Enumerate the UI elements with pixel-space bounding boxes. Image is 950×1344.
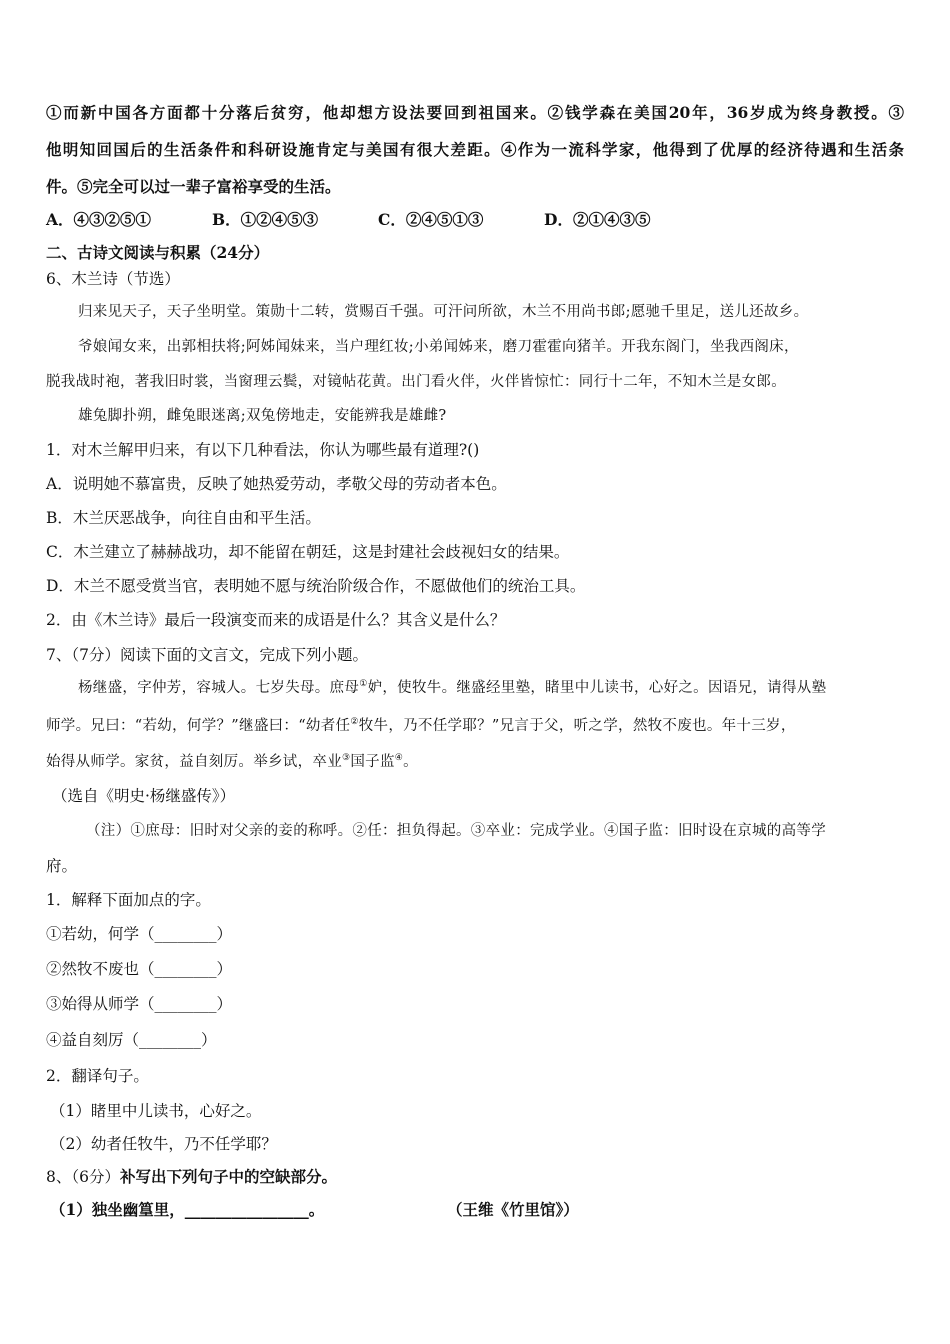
q7-passage-line-1 xyxy=(78,678,826,698)
q7-notes-line-2: 府。 xyxy=(46,857,78,875)
q5-option-c: C．②④⑤①③ xyxy=(378,210,484,229)
q7-source: （选自《明史·杨继盛传》） xyxy=(52,787,236,805)
q7-blank-item-3[interactable]: ③始得从师学（________） xyxy=(46,995,233,1013)
q5-line-2: 他明知回国后的生活条件和科研设施肯定与美国有很大差距。④作为一流科学家，他得到了优厚的经济待遇和生活条 xyxy=(46,140,904,159)
q6-choice-a: A．说明她不慕富贵，反映了她热爱劳动，孝敬父母的劳动者本色。 xyxy=(46,475,507,493)
q6-poem-line-2: 爷娘闻女来，出郭相扶将;阿姊闻妹来，当户理红妆;小弟闻姊来，磨刀霍霍向猪羊。开我东阁门，坐我西阁床， xyxy=(78,339,799,355)
q7-passage-text: 妒，使牧牛。继盛经里塾，睹里中儿读书，心好之。因语兄，请得从塾 xyxy=(367,680,827,696)
q6-poem-line-3: 脱我战时袍，著我旧时裳，当窗理云鬓，对镜帖花黄。出门看火伴，火伴皆惊忙：同行十二年，不知木兰是女郎。 xyxy=(46,374,786,390)
q6-choice-c: C．木兰建立了赫赫战功，却不能留在朝廷，这是封建社会歧视妇女的结果。 xyxy=(46,543,570,561)
section-heading: 二、古诗文阅读与积累（24分） xyxy=(46,243,270,262)
q7-passage-text: 始得从师学。家贫，益自刻厉。举乡试，卒业 xyxy=(46,754,342,770)
q7-passage-text: 国子监 xyxy=(350,754,395,770)
q7-passage-text: 杨继盛，字仲芳，容城人。七岁失母。庶母 xyxy=(78,680,360,696)
q8-line-1-source: （王维《竹里馆》） xyxy=(447,1200,579,1219)
q5-option-d: D．②①④③⑤ xyxy=(544,210,651,229)
q7-passage-text: 。 xyxy=(403,754,418,770)
q7-passage-line-2 xyxy=(46,716,796,736)
q8-instruction: 补写出下列句子中的空缺部分。 xyxy=(119,1167,337,1186)
q7-blank-item-4[interactable]: ④益自刻厉（________） xyxy=(46,1031,217,1049)
q5-option-a: A．④③②⑤① xyxy=(46,210,152,229)
q7-passage-text: 师学。兄曰：“若幼，何学？”继盛曰：“幼者任 xyxy=(46,718,351,734)
q6-sub-question-2: 2．由《木兰诗》最后一段演变而来的成语是什么？其含义是什么？ xyxy=(46,611,506,629)
q7-notes-line-1: （注）①庶母：旧时对父亲的妾的称呼。②任：担负得起。③卒业：完成学业。④国子监：旧时设在京城的高等学 xyxy=(86,823,826,839)
footnote-mark: ① xyxy=(359,679,368,690)
q6-title: 6、木兰诗（节选） xyxy=(46,270,180,288)
q6-poem-line-1: 归来见天子，天子坐明堂。策勋十二转，赏赐百千强。可汗问所欲，木兰不用尚书郎;愿驰千里足，送儿还故乡。 xyxy=(78,304,809,320)
q5-option-b: B．①②④⑤③ xyxy=(212,210,319,229)
q5-line-3: 件。⑤完全可以过一辈子富裕享受的生活。 xyxy=(46,177,341,196)
footnote-mark: ④ xyxy=(394,753,404,764)
q7-title: 7、（7分）阅读下面的文言文，完成下列小题。 xyxy=(46,646,368,664)
q7-passage-line-3 xyxy=(46,752,418,772)
q7-sub-question-2: 2．翻译句子。 xyxy=(46,1067,149,1085)
q8-fill-line-1[interactable]: （1）独坐幽篁里，________________。 xyxy=(50,1200,325,1219)
footnote-mark: ③ xyxy=(342,753,351,764)
q7-passage-text: 牧牛，乃不任学耶？”兄言于父，听之学，然牧不废也。年十三岁， xyxy=(358,718,796,734)
q8-score: 8、（6分） xyxy=(46,1168,120,1186)
q5-line-1: ①而新中国各方面都十分落后贫穷，他却想方设法要回到祖国来。②钱学森在美国20年，36岁成为终身教授。③ xyxy=(46,103,904,122)
q6-choice-b: B．木兰厌恶战争，向往自由和平生活。 xyxy=(46,509,321,527)
q7-translate-sentence-1: （1）睹里中儿读书，心好之。 xyxy=(50,1102,262,1120)
q7-blank-item-1[interactable]: ①若幼，何学（________） xyxy=(46,925,233,943)
q7-translate-sentence-2: （2）幼者任牧牛，乃不任学耶？ xyxy=(50,1135,277,1153)
footnote-mark: ② xyxy=(350,717,359,728)
q7-sub-question-1: 1．解释下面加点的字。 xyxy=(46,891,211,909)
q8-title xyxy=(46,1167,337,1187)
q6-sub-question-1: 1．对木兰解甲归来，有以下几种看法，你认为哪些最有道理?() xyxy=(46,441,480,459)
q7-blank-item-2[interactable]: ②然牧不废也（________） xyxy=(46,960,233,978)
q6-poem-line-4: 雄兔脚扑朔，雌兔眼迷离;双兔傍地走，安能辨我是雄雌? xyxy=(78,408,447,424)
q6-choice-d: D．木兰不愿受赏当官，表明她不愿与统治阶级合作，不愿做他们的统治工具。 xyxy=(46,577,586,595)
